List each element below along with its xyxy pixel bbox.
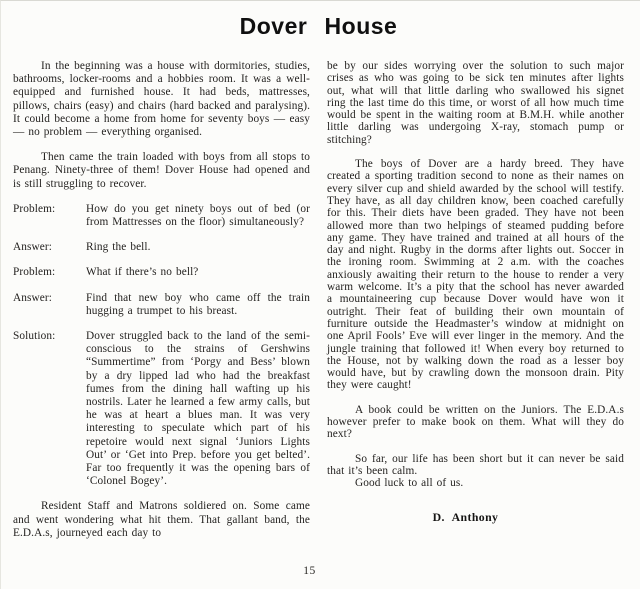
qa-item-problem-2 — [13, 266, 310, 279]
paragraph-staff: Resident Staff and Matrons soldiered on. Some came and went wondering what hit them. That gallant band, the E.D.A.s, journeyed each day to — [13, 500, 310, 539]
paragraph-intro: In the beginning was a house with dormitories, studies, bathrooms, locker-rooms and a hobbies room. It was a well-equipped and furnished house. It had beds, mattresses, pillows, chairs (easy) and chairs (hard backed and paralysing). It could become a home from home for seventy boys — easy — no problem — everything organised. — [13, 60, 310, 139]
qa-label: Answer: — [13, 291, 52, 304]
paragraph-juniors: A book could be written on the Juniors. The E.D.A.s however prefer to make book on them. What will they do next? — [327, 403, 624, 441]
qa-label: Problem: — [13, 266, 56, 279]
page-number: 15 — [303, 565, 316, 577]
paragraph-train: Then came the train loaded with boys from all stops to Penang. Ninety-three of them! Dover House had opened and is still struggling to recover. — [13, 151, 310, 190]
right-column — [327, 60, 624, 552]
qa-text: Ring the bell. — [86, 241, 151, 254]
paragraph-hardy-breed: The boys of Dover are a hardy breed. They have created a sporting tradition second to none as their names on every silver cup and shield awarded by the school will testify. They have, as all day children know, been coached carefully for this. Their diets have been graded. They have not been allowed more than two helpings of steamed pudding before any game. They have trained and trained at all hours of the day and night. Rugby in the dorms after lights out. Soccer in the ironing room. Swimming at 2 a.m. with the coaches anxiously awaiting their return to the house to render a very warm welcome. It’s a pity that the school has never awarded a mountaineering cup because Dover would have won it outright. Their feat of building their own mountain of furniture outside the Headmaster’s window at midnight on one April Fools’ Eve will ever linger in the memory. And the jungle training that followed it! When every boy returned to the House, not by walking down the road as a lesser boy would have, but by crawling down the monsoon drain. Pity they were caught! — [327, 158, 624, 392]
paragraph-so-far: So far, our life has been short but it can never be said that it’s been calm. — [327, 452, 624, 477]
qa-text: How do you get ninety boys out of bed (or from Mattresses on the floor) simultaneously? — [86, 202, 310, 229]
qa-text: Dover struggled back to the land of the semi-conscious to the strains of Gershwins “Summertime” from ‘Porgy and Bess’ blown by a dry lipped lad who had the breakfast fumes from the dining hall wafting up his nostrils. Later he learned a few army calls, but he was at heart a blues man. It was very interesting to speculate which part of his repetoire would next signal ‘Juniors Lights Out’ or ‘Get into Prep. before you get belted’. Far too frequently it was the opening bars of ‘Colonel Bogey’. — [86, 330, 310, 488]
qa-item-solution — [13, 330, 310, 488]
qa-text: What if there’s no bell? — [86, 266, 199, 279]
qa-label: Problem: — [13, 202, 56, 215]
qa-item-problem-1 — [13, 203, 310, 229]
paragraph-crises: be by our sides worrying over the solution to such major crises as who was going to be sick ten minutes after lights out, what will that little darling who swallowed his signet ring the last time do this time, or worst of all how much time would be spent in the waiting room at B.M.H. while another little darling was undergoing X-ray, stomach pump or stitching? — [327, 60, 624, 146]
qa-label: Answer: — [13, 241, 52, 254]
qa-item-answer-2 — [13, 292, 310, 318]
text-columns — [13, 60, 624, 552]
page-title: Dover House — [239, 13, 398, 39]
left-column — [13, 60, 310, 552]
qa-text: Find that new boy who came off the train hugging a trumpet to his breast. — [86, 291, 310, 317]
qa-item-answer-1 — [13, 241, 310, 254]
paragraph-good-luck: Good luck to all of us. — [355, 477, 464, 490]
qa-label: Solution: — [13, 330, 56, 343]
author-signature: D. Anthony — [432, 509, 499, 524]
